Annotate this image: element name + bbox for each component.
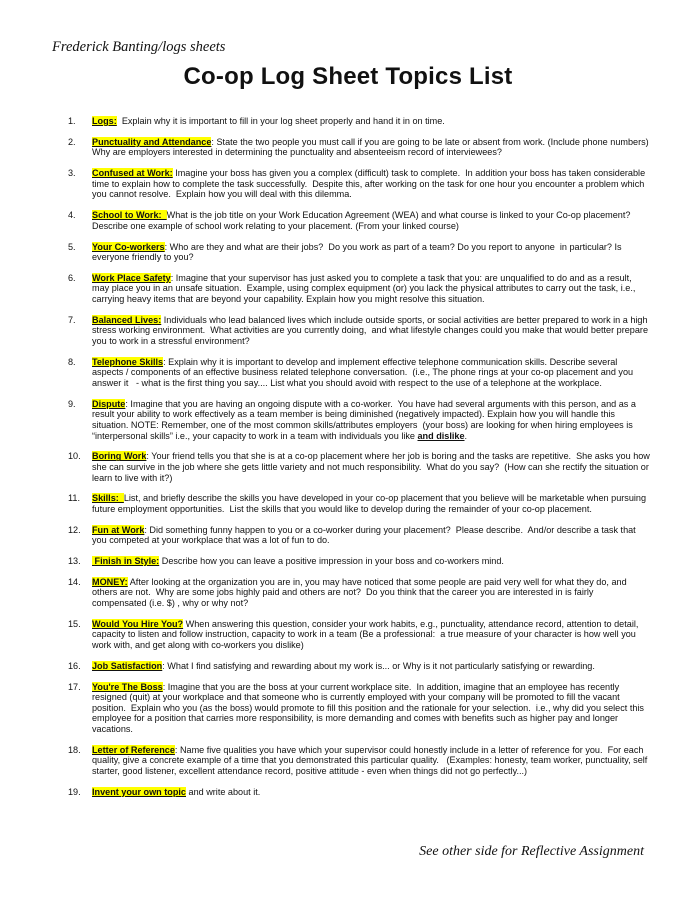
topic-emphasis: and dislike	[417, 430, 465, 441]
topic-body: : Imagine that your supervisor has just asked you to complete a task that you: are unqualified to do and as a result, may place you in an unsafe situation. Example, using complex equipment (or) you lack the physical attributes to carry out the task, i.e., carrying heavy items that are beyond your capability. Explain how you might resolve this situation.	[92, 272, 638, 305]
topic-label: Telephone Skills	[92, 356, 164, 367]
topic-label: School to Work:	[92, 210, 167, 221]
topic-number: 13.	[68, 556, 81, 567]
topic-item	[68, 525, 650, 546]
topic-number: 3.	[68, 168, 76, 179]
topic-label: Work Place Safety	[92, 272, 171, 283]
topic-number: 6.	[68, 272, 76, 283]
topic-body: Individuals who lead balanced lives which include outside sports, or social activities are better prepared to work in a high stress working environment. What activities are you currently doing, and what lifestyle changes could you make that would better prepare you to work in a stressful environment?	[92, 314, 651, 347]
topic-text	[92, 745, 650, 777]
topic-text	[92, 168, 650, 200]
topic-text	[92, 137, 650, 158]
topic-number: 15.	[68, 618, 81, 629]
topic-body: Imagine your boss has given you a complex (difficult) task to complete. In addition your boss has taken considerable time to explain how to complete the task successfully. Despite this, after working on the task for one hour you encounter a problem which you cannot resolve. Explain how you will deal with this dilemma.	[92, 168, 648, 200]
topic-item	[68, 168, 650, 200]
topic-label: You're The Boss	[92, 681, 163, 692]
topic-text	[92, 315, 650, 347]
topic-item	[68, 619, 650, 651]
topic-item	[68, 210, 650, 231]
topic-body: and write about it.	[185, 786, 261, 797]
page-title: Co-op Log Sheet Topics List	[183, 63, 513, 90]
topic-body: : Your friend tells you that she is at a co-op placement where her job is boring and the tasks are repetitive. She asks you how she can survive in the job where she gets little variety and not much responsibility. What do you say? (How can she rectify the situation or learn to live with it?)	[92, 451, 653, 483]
topic-label: Invent your own topic	[92, 786, 186, 797]
topic-label: Balanced Lives:	[92, 314, 162, 325]
topic-body: List, and briefly describe the skills you have developed in your co-op placement that you believe will be marketable when pursuing future employment opportunities. List the skills that you would like to develop during the remainder of your co-op placement.	[92, 493, 649, 514]
topic-label: Boring Work	[92, 451, 147, 462]
topic-body: : Name five qualities you have which your supervisor could honestly include in a letter of reference for you. For each quality, give a concrete example of a time that you demonstrated this particular quality. (Examples: honesty, team worker, punctuality, self starter, good listener, excellent attendance record, positive attitude - even when things did not go perfectly...)	[92, 744, 650, 776]
topic-text	[92, 577, 650, 609]
topic-body: : Did something funny happen to you or a co-worker during your placement? Please describe. And/or describe a task that you competed at your workplace that was a lot of fun to do.	[92, 524, 639, 546]
topic-number: 2.	[68, 136, 76, 147]
topic-text	[92, 682, 650, 735]
topic-number: 4.	[68, 210, 76, 221]
topic-label: Finish in Style:	[92, 556, 160, 567]
topic-text	[92, 210, 650, 231]
topic-label: Punctuality and Attendance	[92, 136, 212, 147]
topic-item	[68, 493, 650, 514]
topic-text	[92, 556, 650, 567]
topic-number: 8.	[68, 356, 76, 367]
topic-body: : Imagine that you are the boss at your current workplace site. In addition, imagine that an employee has recently resigned (quit) at your workplace and that someone who is currently employed with your company will be promoted to fill the vacant position. Explain who you (as the boss) would promote to fill this position and the rationale for your selection. i.e., why did you select this employee for a position that carries more responsibility, is more demanding and comes with benefits such as higher pay and longer vacations.	[92, 681, 647, 734]
topic-body: What is the job title on your Work Education Agreement (WEA) and what course is linked to your Co-op placement? Describe one example of school work relating to your placement. (From your linked course)	[92, 210, 633, 231]
topic-text	[92, 525, 650, 546]
topic-item	[68, 242, 650, 263]
topic-number: 7.	[68, 314, 76, 325]
topic-text	[92, 242, 650, 263]
document-header: Frederick Banting/logs sheets	[52, 39, 226, 55]
topic-body: : Imagine that you are having an ongoing dispute with a co-worker. You have had several arguments with this person, and as a result your ability to work effectively as a team member is being diminished (negatively impacted). Explain how you will handle this situation. NOTE: Remember, one of the most common skills/attributes employers (your boss) are looking for when hiring employees is “interpersonal skills” i.e., your capacity to work in a team with individuals you like	[92, 398, 639, 441]
topic-item	[68, 399, 650, 441]
topic-number: 18.	[68, 744, 81, 755]
topic-body: : Who are they and what are their jobs? Do you work as part of a team? Do you report to anyone in particular? Is everyone friendly to you?	[92, 241, 625, 263]
topic-label: Your Co-workers	[92, 241, 165, 252]
topic-number: 17.	[68, 681, 81, 692]
topic-text	[92, 451, 653, 483]
topic-text	[92, 357, 650, 389]
topic-item	[68, 682, 650, 735]
topic-label: Job Satisfaction	[92, 660, 163, 671]
topic-label: Would You Hire You?	[92, 618, 184, 629]
topic-label: MONEY:	[92, 576, 128, 587]
topic-tail: .	[464, 430, 468, 441]
topic-text	[92, 787, 650, 798]
topic-item	[68, 116, 650, 127]
topic-number: 1.	[68, 116, 76, 126]
topic-number: 16.	[68, 660, 81, 671]
topic-label: Logs:	[92, 116, 117, 126]
topic-label: Confused at Work:	[92, 168, 173, 179]
topic-number: 10.	[68, 451, 81, 462]
topic-item	[68, 745, 650, 777]
topic-number: 9.	[68, 398, 76, 409]
topic-text	[92, 399, 650, 441]
topic-label: Fun at Work	[92, 524, 145, 535]
topic-body: : State the two people you must call if you are going to be late or absent from work. (Include phone numbers) Why are employers interested in determining the punctuality and absenteeism record of interviewees?	[92, 136, 652, 158]
topics-list	[68, 116, 653, 807]
topic-label: Dispute	[92, 398, 126, 409]
topic-number: 5.	[68, 241, 76, 252]
topic-text	[92, 116, 650, 127]
topic-number: 14.	[68, 576, 81, 587]
topic-item	[68, 661, 650, 672]
topic-label: Skills:	[92, 493, 124, 504]
topic-body: : Explain why it is important to develop and implement effective telephone communication skills. Describe several aspects / components of an effective business related telephone conversation. (i.e., The phone rings at your co-op placement and you answer it - what is the first thing you say.... List what you should avoid with respect to the use of a telephone at the workplace.	[92, 356, 636, 388]
topic-body: After looking at the organization you are in, you may have noticed that some people are paid very well for what they do, and others are not. Why are some jobs highly paid and others are not? Do you think that the career you are interested in is fairly compensated (i.e. $) , why or why not?	[92, 576, 630, 609]
topic-text	[92, 661, 650, 672]
topic-body: Explain why it is important to fill in your log sheet properly and hand it in on time.	[116, 116, 445, 126]
topic-item	[68, 577, 650, 609]
topic-number: 19.	[68, 786, 81, 797]
topic-item	[68, 787, 650, 798]
topic-item	[68, 357, 650, 389]
topic-text	[92, 493, 650, 514]
topic-number: 12.	[68, 524, 81, 535]
topic-item	[68, 273, 650, 305]
topic-number: 11.	[68, 493, 80, 504]
topic-body: When answering this question, consider your work habits, e.g., punctuality, attendance record, attention to detail, capacity to listen and follow instruction, capacity to work in a team (Be a professional: a true measure of your character is how well you work with, and get along with co-workers you dislike)	[92, 618, 641, 650]
topic-text	[92, 273, 650, 305]
topic-item	[68, 137, 650, 158]
document-footer: See other side for Reflective Assignment	[419, 844, 644, 859]
topic-body: : What I find satisfying and rewarding about my work is... or Why is it not particularly satisfying or rewarding.	[162, 660, 595, 671]
topic-label: Letter of Reference	[92, 744, 175, 755]
topic-body: Describe how you can leave a positive impression in your boss and co-workers mind.	[159, 556, 504, 567]
topic-text	[92, 619, 650, 651]
topic-item	[68, 451, 653, 483]
topic-item	[68, 556, 650, 567]
topic-item	[68, 315, 650, 347]
